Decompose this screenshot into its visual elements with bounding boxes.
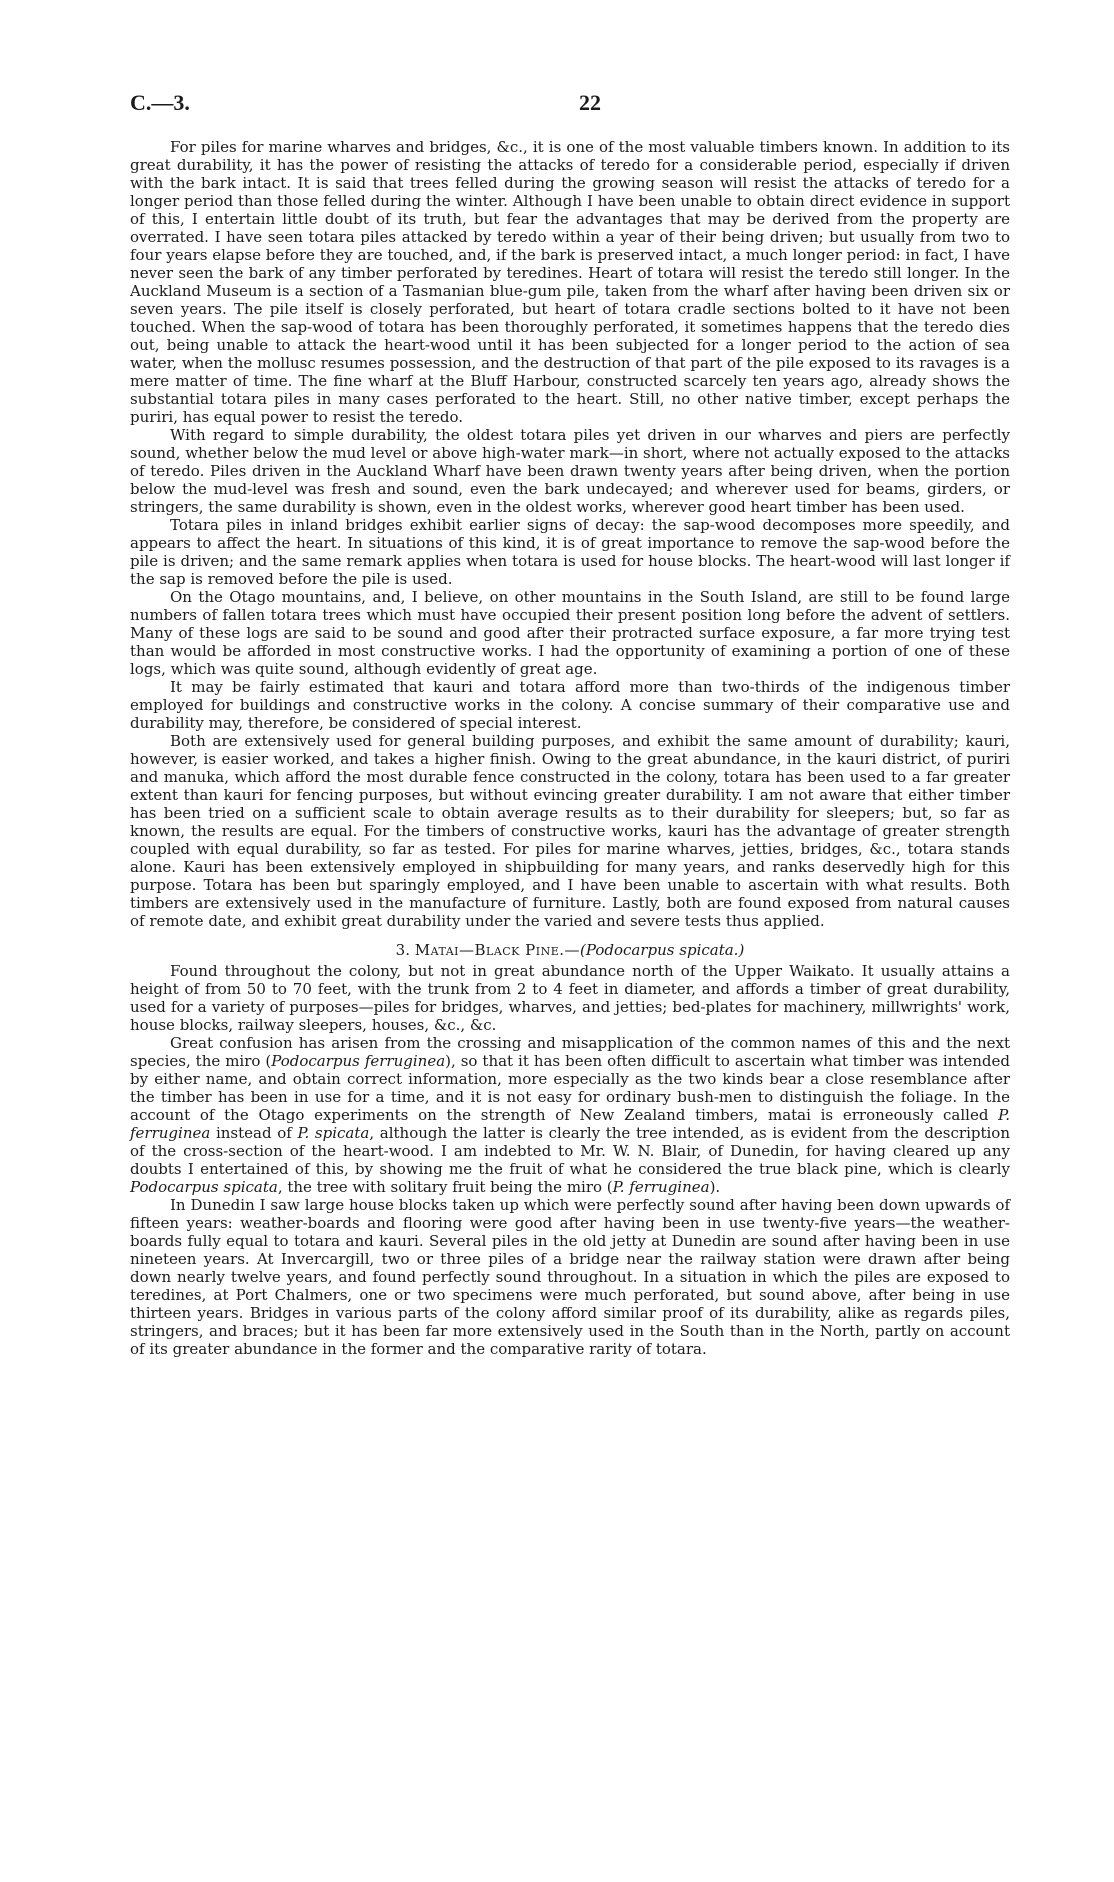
page-number: 22: [579, 90, 601, 115]
species-name: P. spicata: [297, 1124, 370, 1142]
paragraph: Both are extensively used for general building purposes, and exhibit the same amount of durability; kauri, however, is easier worked, and takes a higher finish. Owing to the great abundance, in the kauri district, of puriri and manuka, which afford the most durable fence constructed in the colony, totara has been used to a far greater extent than kauri for fencing purposes, but without evincing greater durability. I am not aware that either timber has been tried on a sufficient scale to obtain average results as to their durability for sleepers; but, so far as known, the results are equal. For the timbers of constructive works, kauri has the advantage of greater strength coupled with equal durability, so far as tested. For piles for marine wharves, jetties, bridges, &c., totara stands alone. Kauri has been extensively employed in shipbuilding for many years, and ranks deservedly high for this purpose. Totara has been but sparingly employed, and I have been unable to ascertain with what results. Both timbers are extensively used in the manufacture of furniture. Lastly, both are found exposed from natural causes of remote date, and exhibit great durability under the varied and severe tests thus applied.: [130, 732, 1010, 930]
species-name: P. ferruginea: [612, 1178, 710, 1196]
section-heading: [130, 941, 1010, 959]
paragraph: On the Otago mountains, and, I believe, on other mountains in the South Island, are still to be found large numbers of fallen totara trees which must have occupied their present position long before the advent of settlers. Many of these logs are said to be sound and good after their protracted surface exposure, a far more trying test than would be afforded in most constructive works. I had the opportunity of examining a portion of one of these logs, which was quite sound, although evidently of great age.: [130, 588, 1010, 678]
section-latin-name: (Podocarpus spicata.): [580, 941, 745, 959]
paragraph: With regard to simple durability, the oldest totara piles yet driven in our wharves and piers are perfectly sound, whether below the mud level or above high-water mark—in short, where not actually exposed to the attacks of teredo. Piles driven in the Auckland Wharf have been drawn twenty years after being driven, when the portion below the mud-level was fresh and sound, even the bark undecayed; and wherever used for beams, girders, or stringers, the same durability is shown, even in the oldest works, wherever good heart timber has been used.: [130, 426, 1010, 516]
paragraph: Totara piles in inland bridges exhibit earlier signs of decay: the sap-wood decomposes more speedily, and appears to affect the heart. In situations of this kind, it is of great importance to remove the sap-wood before the pile is driven; and the same remark applies when totara is used for house blocks. The heart-wood will last longer if the sap is removed before the pile is used.: [130, 516, 1010, 588]
document-reference: C.—3.: [130, 90, 190, 115]
species-name: Podocarpus spicata: [130, 1178, 278, 1196]
paragraph: Found throughout the colony, but not in great abundance north of the Upper Waikato. It usually attains a height of from 50 to 70 feet, with the trunk from 2 to 4 feet in diameter, and affords a timber of great durability, used for a variety of purposes—piles for bridges, wharves, and jetties; bed-plates for machinery, millwrights' work, house blocks, railway sleepers, houses, &c., &c.: [130, 962, 1010, 1034]
paragraph: Great confusion has arisen from the crossing and misapplication of the common names of this and the next species, the miro (Podocarpus ferruginea), so that it has been often difficult to ascertain what timber was intended by either name, and obtain correct information, more especially as the two kinds bear a close resemblance after the timber has been in use for a time, and it is not easy for ordinary bush-men to distinguish the foliage. In the account of the Otago experiments on the strength of New Zealand timbers, matai is erroneously called P. ferruginea instead of P. spicata, although the latter is clearly the tree intended, as is evident from the description of the cross-section of the heart-wood. I am indebted to Mr. W. N. Blair, of Dunedin, for having cleared up any doubts I entertained of this, by showing me the fruit of what he considered the true black pine, which is clearly Podocarpus spicata, the tree with solitary fruit being the miro (P. ferruginea).: [130, 1034, 1011, 1196]
section-number: 3.: [395, 941, 410, 959]
body-text: [130, 138, 1010, 1358]
section-name: Matai—Black Pine.—: [414, 941, 581, 959]
page-header: [130, 90, 1010, 116]
paragraph: For piles for marine wharves and bridges, &c., it is one of the most valuable timbers known. In addition to its great durability, it has the power of resisting the attacks of teredo for a considerable period, especially if driven with the bark intact. It is said that trees felled during the growing season will resist the attacks of teredo for a longer period than those felled during the winter. Although I have been unable to obtain direct evidence in support of this, I entertain little doubt of its truth, but fear the advantages that may be derived from the property are overrated. I have seen totara piles attacked by teredo within a year of their being driven; but usually from two to four years elapse before they are touched, and, if the bark is preserved intact, a much longer period: in fact, I have never seen the bark of any timber perforated by teredines. Heart of totara will resist the teredo still longer. In the Auckland Museum is a section of a Tasmanian blue-gum pile, taken from the wharf after having been driven six or seven years. The pile itself is closely perforated, but heart of totara cradle sections bolted to it have not been touched. When the sap-wood of totara has been thoroughly perforated, it sometimes happens that the teredo dies out, being unable to attack the heart-wood until it has been subjected for a longer period to the action of sea water, when the mollusc resumes possession, and the destruction of that part of the pile exposed to its ravages is a mere matter of time. The fine wharf at the Bluff Harbour, constructed scarcely ten years ago, already shows the substantial totara piles in many cases perforated to the heart. Still, no other native timber, except perhaps the puriri, has equal power to resist the teredo.: [130, 138, 1010, 426]
species-name: Podocarpus ferruginea: [271, 1052, 446, 1070]
species-name: P. ferruginea: [130, 1106, 1010, 1142]
paragraph: In Dunedin I saw large house blocks taken up which were perfectly sound after having been down upwards of fifteen years: weather-boards and flooring were good after having been in use twenty-five years—the weather-boards fully equal to totara and kauri. Several piles in the old jetty at Dunedin are sound after having been in use nineteen years. At Invercargill, two or three piles of a bridge near the railway station were drawn after being down nearly twelve years, and found perfectly sound throughout. In a situation in which the piles are exposed to teredines, at Port Chalmers, one or two specimens were much perforated, but sound above, after being in use thirteen years. Bridges in various parts of the colony afford similar proof of its durability, alike as regards piles, stringers, and braces; but it has been far more extensively used in the South than in the North, partly on account of its greater abundance in the former and the comparative rarity of totara.: [130, 1196, 1010, 1358]
paragraph: It may be fairly estimated that kauri and totara afford more than two-thirds of the indigenous timber employed for buildings and constructive works in the colony. A concise summary of their comparative use and durability may, therefore, be considered of special interest.: [130, 678, 1010, 732]
